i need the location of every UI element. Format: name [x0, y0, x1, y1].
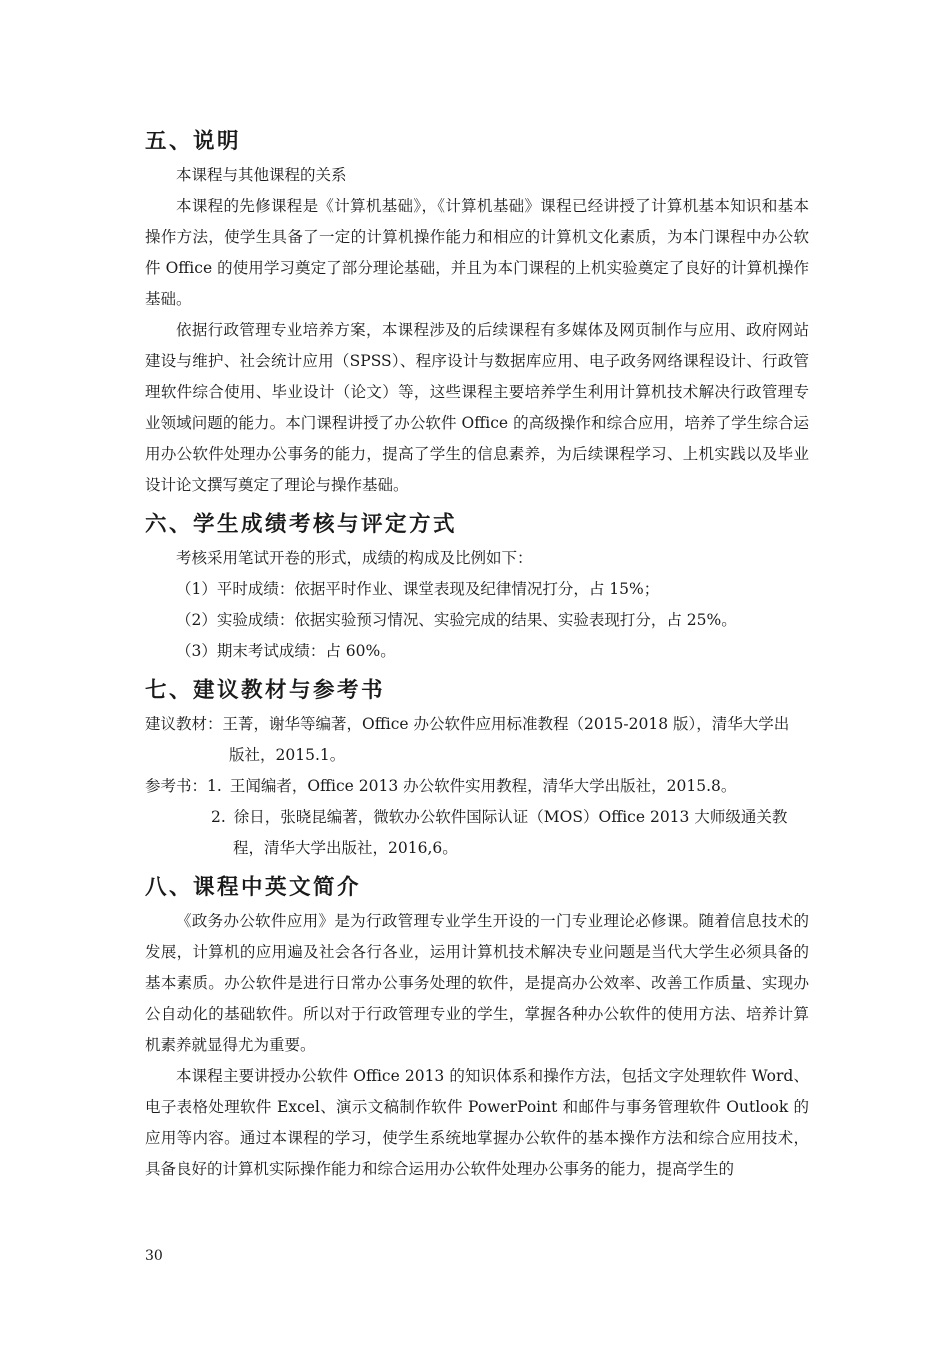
grading-item-1: （1）平时成绩：依据平时作业、课堂表现及纪律情况打分，占 15%；	[176, 580, 660, 598]
textbook-label: 建议教材：	[145, 715, 223, 733]
section-5-paragraph-2: 本课程的先修课程是《计算机基础》，《计算机基础》课程已经讲授了计算机基本知识和基本操作方法，使学生具备了一定的计算机操作能力和相应的计算机文化素质，为本门课程中办公软件 Office 的使用学习奠定了部分理论基础，并且为本门课程的上机实验奠定了良好的计算机操作基础。	[145, 197, 809, 308]
reference-2-line-2: 程，清华大学出版社，2016,6。	[233, 839, 458, 857]
page-content	[145, 124, 809, 1185]
reference-list	[145, 771, 809, 864]
reference-label: 参考书：	[145, 777, 208, 795]
reference-1-number: 1.	[207, 777, 222, 795]
page-number: 30	[145, 1248, 163, 1264]
section-7-heading: 七、建议教材与参考书	[145, 678, 386, 703]
section-5-paragraph-1: 本课程与其他课程的关系	[176, 166, 347, 184]
section-6-heading: 六、学生成绩考核与评定方式	[145, 512, 458, 537]
textbook-line-1: 王菁，谢华等编著，Office 办公软件应用标准教程（2015-2018 版），清华大学出	[222, 715, 790, 733]
reference-1-text: 王闻编者，Office 2013 办公软件实用教程，清华大学出版社，2015.8。	[229, 777, 737, 795]
section-5-heading: 五、说明	[145, 129, 242, 154]
section-8-heading: 八、课程中英文简介	[145, 875, 362, 900]
reference-2-line-1: 徐日，张晓昆编著，微软办公软件国际认证（MOS）Office 2013 大师级通关教	[233, 808, 788, 826]
section-5-paragraph-3: 依据行政管理专业培养方案，本课程涉及的后续课程有多媒体及网页制作与应用、政府网站建设与维护、社会统计应用（SPSS）、程序设计与数据库应用、电子政务网络课程设计、行政管理软件综合使用、毕业设计（论文）等，这些课程主要培养学生利用计算机技术解决行政管理专业领域问题的能力。本门课程讲授了办公软件 Office 的高级操作和综合应用，培养了学生综合运用办公软件处理办公事务的能力，提高了学生的信息素养，为后续课程学习、上机实践以及毕业设计论文撰写奠定了理论与操作基础。	[145, 321, 809, 494]
grading-item-2: （2）实验成绩：依据实验预习情况、实验完成的结果、实验表现打分，占 25%。	[176, 611, 737, 629]
textbook-entry	[145, 709, 809, 771]
section-8-paragraph-2: 本课程主要讲授办公软件 Office 2013 的知识体系和操作方法，包括文字处理软件 Word、电子表格处理软件 Excel、演示文稿制作软件 PowerPoint 和邮件与事务管理软件 Outlook 的应用等内容。通过本课程的学习，使学生系统地掌握办公软件的基本操作方法和综合应用技术，具备良好的计算机实际操作能力和综合运用办公软件处理办公事务的能力，提高学生的	[145, 1067, 809, 1178]
grading-item-3: （3）期末考试成绩：占 60%。	[176, 642, 396, 660]
section-8-paragraph-1: 《政务办公软件应用》是为行政管理专业学生开设的一门专业理论必修课。随着信息技术的发展，计算机的应用遍及社会各行各业，运用计算机技术解决专业问题是当代大学生必须具备的基本素质。办公软件是进行日常办公事务处理的软件，是提高办公效率、改善工作质量、实现办公自动化的基础软件。所以对于行政管理专业的学生，掌握各种办公软件的使用方法、培养计算机素养就显得尤为重要。	[145, 912, 809, 1054]
textbook-line-2: 版社，2015.1。	[229, 746, 346, 764]
reference-2-number: 2.	[211, 808, 226, 826]
section-6-intro: 考核采用笔试开卷的形式，成绩的构成及比例如下：	[176, 549, 533, 567]
